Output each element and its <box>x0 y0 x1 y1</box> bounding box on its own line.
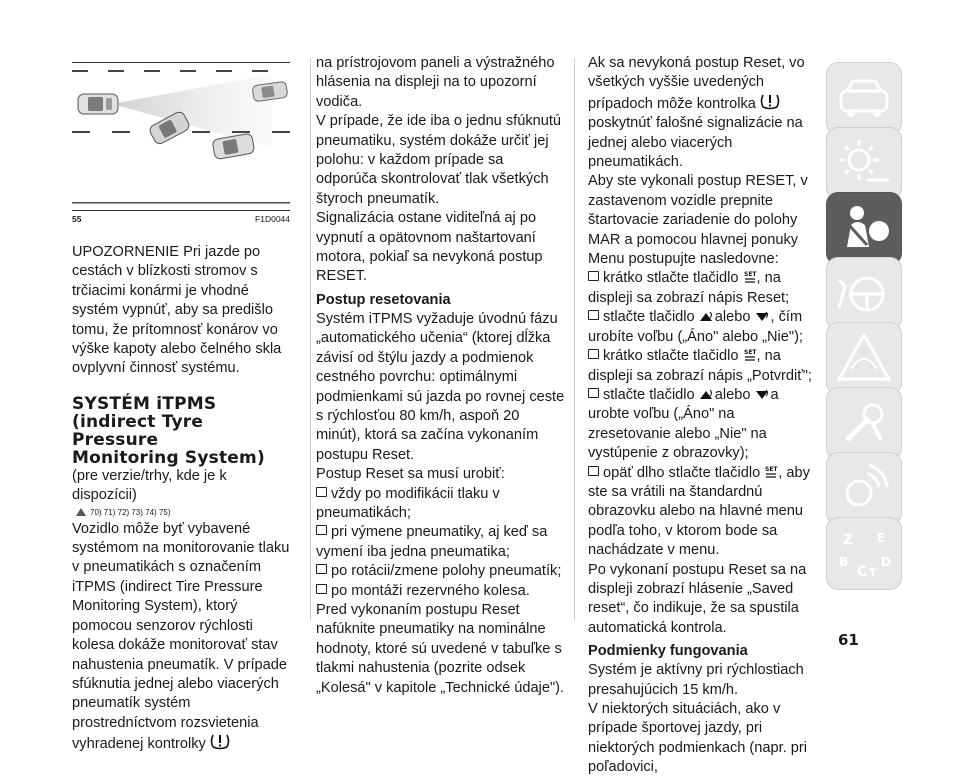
tab-starting-driving[interactable] <box>826 257 902 330</box>
ego-car-icon <box>78 94 118 114</box>
warning-paragraph: UPOZORNENIE Pri jazde po cestách v blízkosti stromov s trčiacimi konármi je vhodné systém vypnúť, aby sa predišlo tomu, že prítomnosť konárov vo výške kapoty alebo čelného skla ovplyvní činnosť systému. <box>72 244 282 377</box>
svg-text:D: D <box>881 555 891 569</box>
bullet-icon <box>588 349 599 359</box>
paragraph: Signalizácia ostane viditeľná aj po vypnutí a opätovnom naštartovaní motora, pokiaľ sa nevykoná postup RESET. <box>316 210 543 285</box>
up-arrow-button-icon <box>699 387 715 402</box>
step-text: alebo <box>714 386 751 403</box>
list-item-text: vždy po modifikácii tlaku v pneumatikách; <box>316 485 500 521</box>
figure-code: F1D0044 <box>255 214 290 224</box>
set-button-icon <box>743 348 757 363</box>
column-2 <box>316 54 568 698</box>
paragraph: V niektorých situáciách, ako v prípade športovej jazdy, pri niektorých podmienkach (napr. pri poľadovici, <box>588 701 808 776</box>
tyre-pressure-warning-icon <box>210 733 230 751</box>
wrench-maintenance-icon <box>833 394 895 454</box>
paragraph-text: poskytnúť falošné signalizácie na jednej alebo viacerých pneumatikách. <box>588 115 803 171</box>
step-text: , na displeji sa zobrazí nápis Reset; <box>588 270 790 306</box>
paragraph: Systém iTPMS vyžaduje úvodnú fázu „automatického učenia“ (ktorej dĺžka závisí od štýlu jazdy a podmienok cestného povrchu: optimálnymi podmienkami sú jazda po rovnej ceste s rýchlosťou 80 km/h, aspoň 20 minút), ktorá sa začína vykonaním postupu Reset. <box>316 310 565 463</box>
variant-note: (pre verzie/trhy, kde je k dispozícii) <box>72 467 227 504</box>
paragraph: na prístrojovom paneli a výstražného hlásenia na displeji na to upozorní vodiča. <box>316 55 555 110</box>
bullet-icon <box>316 487 327 497</box>
itpms-description-text: Vozidlo môže byť vybavené systémom na monitorovanie tlaku v pneumatikách s označením iTPMS (indirect Tire Pressure Monitoring System), ktorý pomocou senzorov rýchlosti kolesa dokáže monitorovať stav nahustenia pneumatík. V prípade sfúknutia jednej alebo viacerých pneumatík systém prostredníctvom rozsvietenia vyhradenej kontrolky <box>72 520 290 753</box>
tab-emergency[interactable] <box>826 322 902 395</box>
set-button-icon <box>764 465 778 480</box>
sun-lights-icon <box>833 134 895 194</box>
step-text: , na displeji sa zobrazí nápis „Potvrdiť"; <box>588 348 812 384</box>
list-item <box>316 485 568 524</box>
bullet-icon <box>316 564 327 574</box>
step-item <box>588 386 816 464</box>
svg-text:SET: SET <box>765 465 778 473</box>
tab-multimedia[interactable] <box>826 452 902 525</box>
step-text: a urobte voľbu („Áno" na zresetovanie alebo „Nie" na vystúpenie z obrazovky); <box>588 386 779 462</box>
subheading-reset: Postup resetovania <box>316 291 451 308</box>
warning-references <box>76 506 294 520</box>
tab-dashboard[interactable] <box>826 62 902 135</box>
page-number: 61 <box>838 631 859 649</box>
itpms-description <box>72 520 294 755</box>
figure-number: 55 <box>72 214 82 224</box>
bullet-icon <box>316 584 327 594</box>
step-item <box>588 347 816 386</box>
svg-text:C: C <box>857 564 868 580</box>
subheading-operating-conditions: Podmienky fungovania <box>588 643 748 660</box>
section-heading: (indirect Tyre Pressure <box>72 411 204 450</box>
step-item <box>588 464 816 561</box>
section-heading: Monitoring System) <box>72 447 265 468</box>
list-item-text: po montáži rezervného kolesa. <box>331 582 530 599</box>
up-arrow-button-icon <box>699 309 715 324</box>
column-divider <box>310 58 311 620</box>
step-item <box>588 269 816 308</box>
bullet-icon <box>588 388 599 398</box>
section-heading: SYSTÉM iTPMS <box>72 393 217 414</box>
step-text: opäť dlho stlačte tlačidlo <box>603 464 761 481</box>
set-button-icon <box>743 270 757 285</box>
svg-text:T: T <box>869 566 877 579</box>
multimedia-icon <box>833 459 895 519</box>
svg-text:SET: SET <box>743 271 757 279</box>
list-item <box>316 523 568 562</box>
column-divider <box>574 58 575 620</box>
paragraph-text: Ak sa nevykoná postup Reset, vo všetkých vyššie uvedených prípadoch môže kontrolka <box>588 55 805 112</box>
tyre-pressure-warning-icon <box>760 93 780 111</box>
warning-triangle-emergency-icon <box>833 329 895 389</box>
list-item <box>316 562 568 581</box>
bullet-icon <box>588 271 599 281</box>
bullet-icon <box>588 466 599 476</box>
reference-list: 70) 71) 72) 73) 74) 75) <box>90 507 171 517</box>
tab-lights[interactable] <box>826 127 902 200</box>
paragraph <box>588 54 816 172</box>
adjacent-car-icon <box>212 133 255 160</box>
step-text: stlačte tlačidlo <box>603 309 695 326</box>
step-text: alebo <box>714 309 751 326</box>
warning-triangle-icon <box>76 508 86 516</box>
seatbelt-airbag-icon <box>833 199 895 259</box>
paragraph: Aby ste vykonali postup RESET, v zastavenom vozidle prepnite štartovacie zariadenie do polohy MAR a pomocou hlavnej ponuky Menu postupujte nasledovne: <box>588 173 808 268</box>
figure-bottom-rule <box>72 210 290 211</box>
bullet-icon <box>316 525 327 535</box>
paragraph: Pred vykonaním postupu Reset nafúknite pneumatiky na nominálne hodnoty, ktoré sú uvedené v tabuľke s tlakmi nahustenia (pozrite odsek „Kolesá" v kapitole „Technické údaje"). <box>316 601 565 696</box>
bullet-icon <box>588 310 599 320</box>
steering-wheel-icon <box>833 264 895 324</box>
paragraph: V prípade, že ide iba o jednu sfúknutú pneumatiku, systém dokáže určiť jej polohu: v každom prípade sa odporúča skontrolovať tlak všetkých štyroch pneumatík. <box>316 113 562 207</box>
step-text: krátko stlačte tlačidlo <box>603 270 739 287</box>
tab-maintenance[interactable] <box>826 387 902 460</box>
svg-text:B: B <box>839 555 849 569</box>
car-dashboard-icon <box>833 69 895 129</box>
svg-text:Z: Z <box>843 532 854 548</box>
down-arrow-button-icon <box>755 387 771 402</box>
alphabetical-index-icon <box>833 524 895 584</box>
svg-text:E: E <box>877 531 886 545</box>
svg-text:SET: SET <box>743 349 757 357</box>
column-3 <box>588 54 816 778</box>
paragraph: Systém je aktívny pri rýchlostiach presahujúcich 15 km/h. <box>588 662 804 698</box>
step-text: stlačte tlačidlo <box>603 386 695 403</box>
lane-keeping-figure <box>72 66 290 208</box>
tab-index[interactable] <box>826 517 902 590</box>
column-1 <box>72 243 294 755</box>
step-text: , aby ste sa vrátili na štandardnú obrazovku alebo na hlavné menu podľa toho, v ktorom bode sa nachádzate v menu. <box>588 464 810 559</box>
top-rule <box>72 62 290 63</box>
step-text: krátko stlačte tlačidlo <box>603 348 739 365</box>
tab-safety[interactable] <box>826 192 902 265</box>
paragraph: Postup Reset sa musí urobiť: <box>316 466 505 483</box>
list-item <box>316 582 568 601</box>
step-item <box>588 308 816 347</box>
list-item-text: po rotácii/zmene polohy pneumatík; <box>331 563 562 580</box>
list-item-text: pri výmene pneumatiky, aj keď sa vymení iba jedna pneumatika; <box>316 524 548 560</box>
paragraph: Po vykonaní postupu Reset sa na displeji zobrazí hlásenie „Saved reset“, čo indikuje, že sa spustila automatická kontrola. <box>588 561 807 636</box>
step-text: , čím urobíte voľbu („Áno" alebo „Nie"); <box>588 309 803 345</box>
down-arrow-button-icon <box>755 309 771 324</box>
